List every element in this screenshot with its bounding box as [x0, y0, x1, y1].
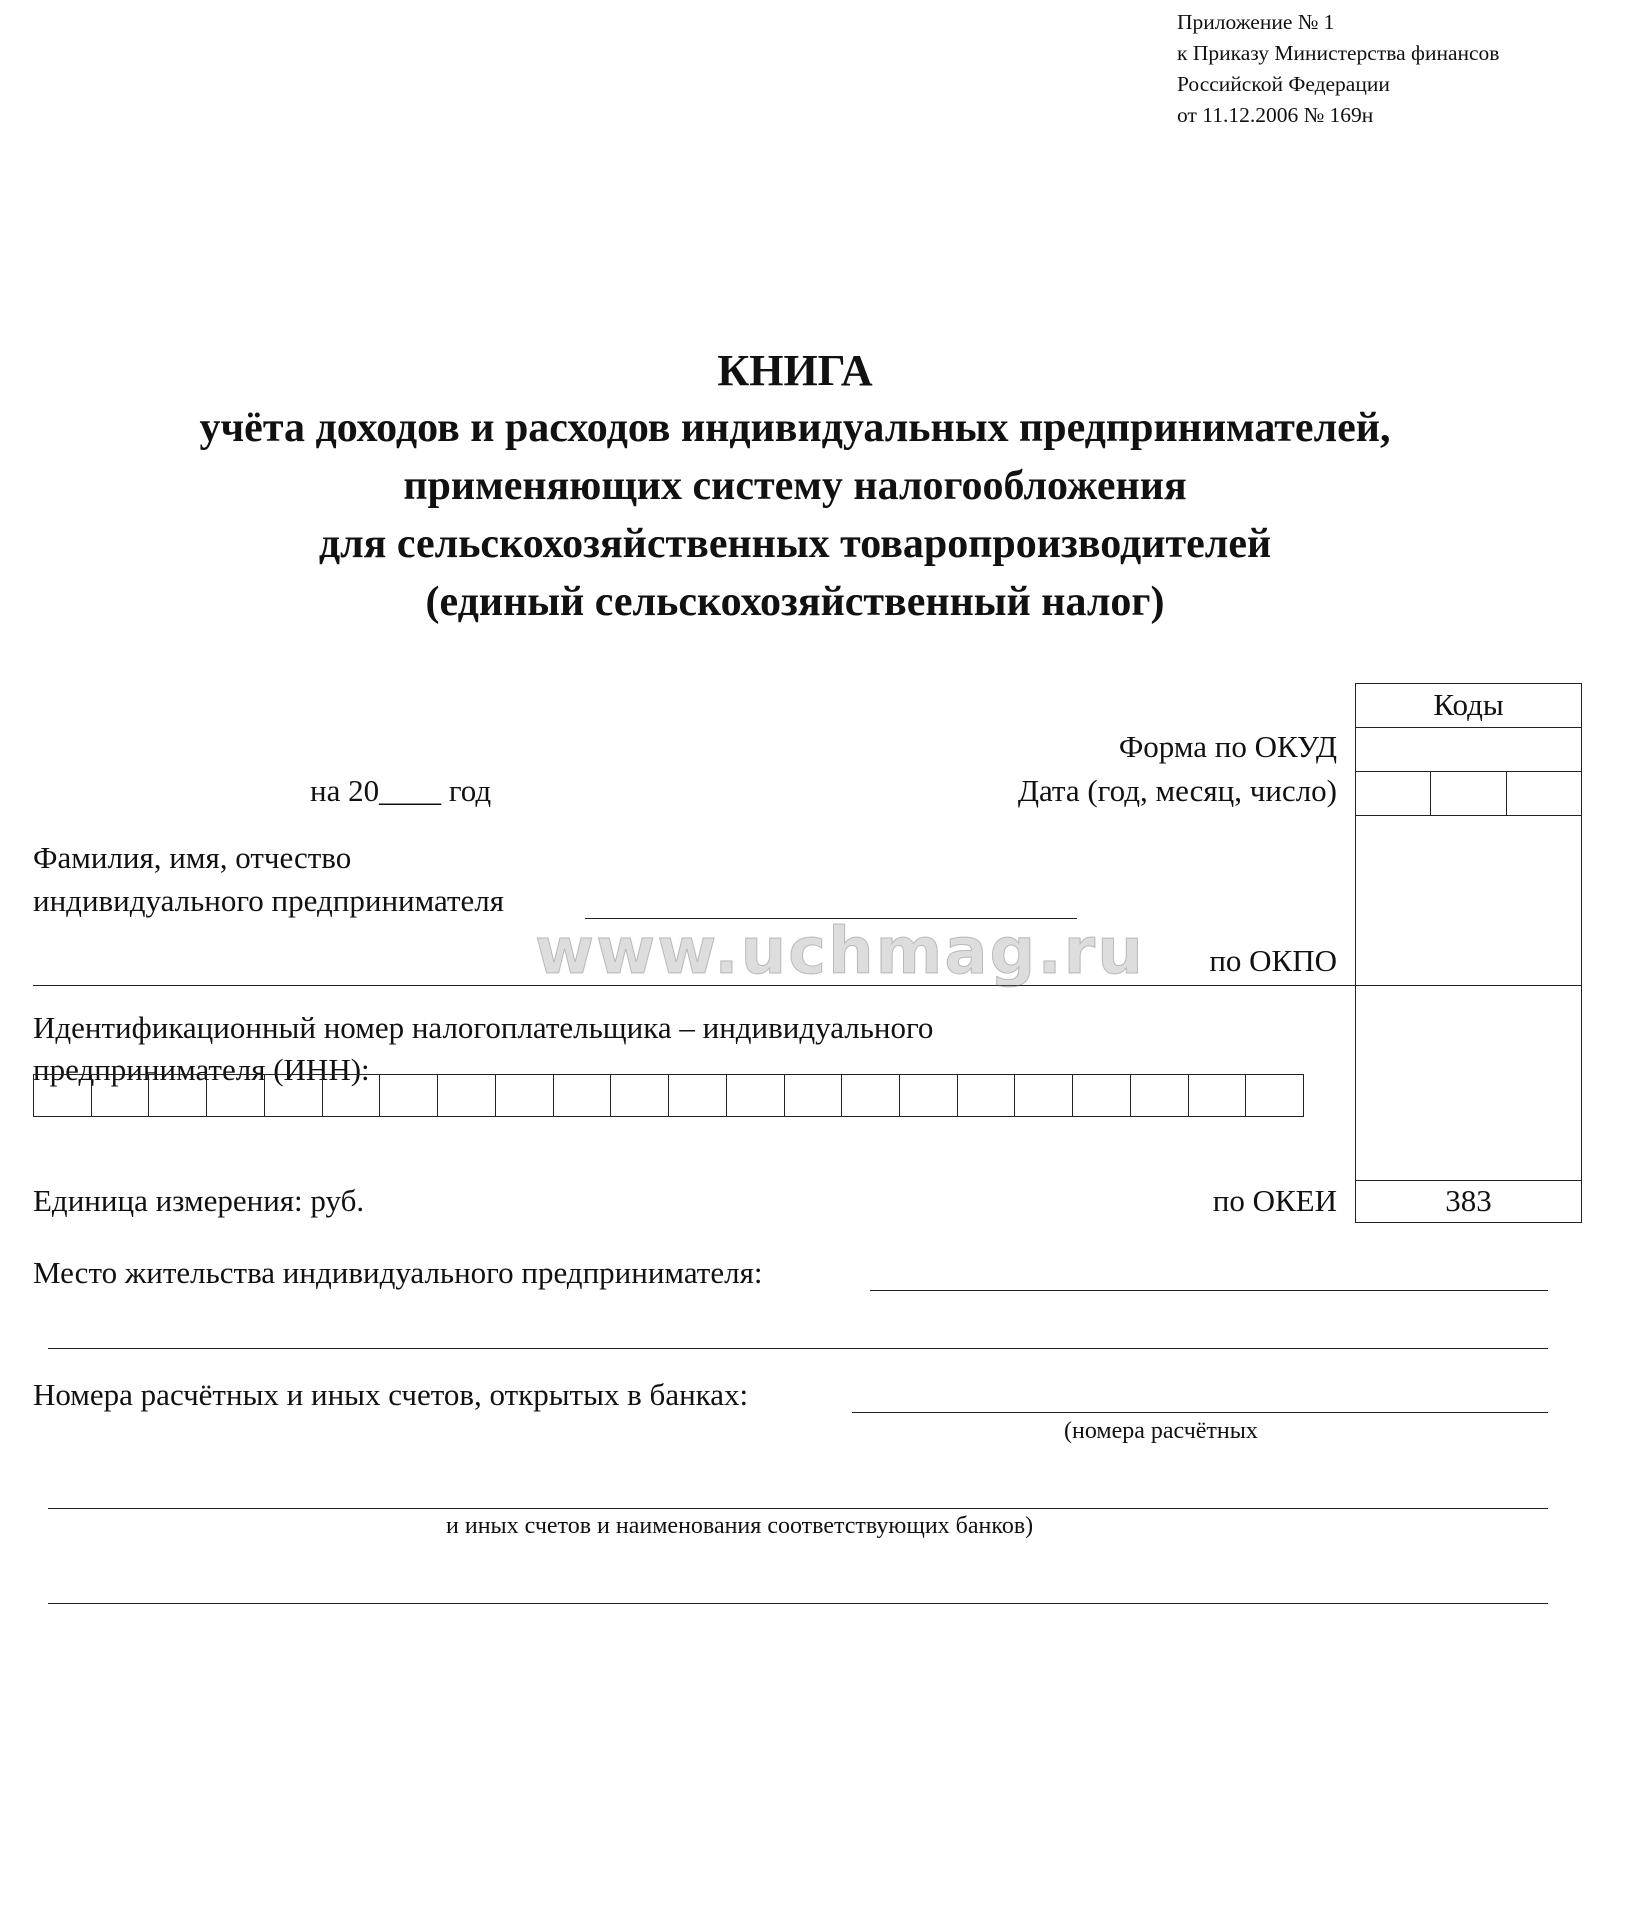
accounts-hint-2: и иных счетов и наименования соответствующих банков) — [446, 1513, 1034, 1539]
inn-digit-cell[interactable] — [958, 1075, 1016, 1116]
inn-digit-cell[interactable] — [1015, 1075, 1073, 1116]
appendix-line-2: к Приказу Министерства финансов — [1177, 41, 1500, 65]
inn-digit-cell[interactable] — [842, 1075, 900, 1116]
document-subtitle-line-2: применяющих систему налогообложения — [403, 463, 1187, 509]
inn-digit-cell[interactable] — [34, 1075, 92, 1116]
codes-divider-3 — [1355, 815, 1582, 816]
accounts-label: Номера расчётных и иных счетов, открытых в банках: — [33, 1377, 749, 1412]
inn-digit-cell[interactable] — [207, 1075, 265, 1116]
residence-label: Место жительства индивидуального предпринимателя: — [33, 1255, 763, 1290]
inn-digit-cell[interactable] — [900, 1075, 958, 1116]
codes-header: Коды — [1433, 687, 1504, 722]
inn-digit-cell[interactable] — [554, 1075, 612, 1116]
fio-label-line-1: Фамилия, имя, отчество — [33, 840, 352, 875]
document-subtitle-line-1: учёта доходов и расходов индивидуальных предпринимателей, — [199, 405, 1391, 451]
codes-table — [1355, 683, 1582, 1223]
okei-label: по ОКЕИ — [1212, 1183, 1337, 1218]
inn-label-line-1: Идентификационный номер налогоплательщика – индивидуального — [33, 1010, 934, 1045]
appendix-line-1: Приложение № 1 — [1177, 10, 1335, 34]
codes-divider-1 — [1355, 727, 1582, 728]
inn-label-line-2: предпринимателя (ИНН): — [33, 1052, 370, 1087]
codes-divider-2 — [1355, 771, 1582, 772]
accounts-line-3[interactable] — [48, 1603, 1548, 1604]
document-subtitle-line-3: для сельскохозяйственных товаропроизводителей — [318, 521, 1272, 567]
codes-divider-4 — [1355, 985, 1582, 986]
inn-digit-cell[interactable] — [438, 1075, 496, 1116]
inn-digit-cell[interactable] — [611, 1075, 669, 1116]
inn-digit-cell[interactable] — [265, 1075, 323, 1116]
okud-label: Форма по ОКУД — [1118, 729, 1337, 764]
inn-digit-cell[interactable] — [1073, 1075, 1131, 1116]
inn-digit-cell[interactable] — [323, 1075, 381, 1116]
date-cell-divider-2 — [1506, 771, 1507, 815]
okei-code-value: 383 — [1445, 1183, 1492, 1218]
accounts-input-line[interactable] — [852, 1412, 1548, 1413]
year-label: на 20____ год — [310, 773, 492, 808]
fio-label-line-2: индивидуального предпринимателя — [33, 883, 505, 918]
inn-digit-cell[interactable] — [1246, 1075, 1303, 1116]
accounts-hint-1: (номера расчётных — [1064, 1418, 1258, 1444]
inn-digit-cell[interactable] — [380, 1075, 438, 1116]
inn-digit-cell[interactable] — [1189, 1075, 1247, 1116]
inn-digit-cell[interactable] — [785, 1075, 843, 1116]
appendix-line-4: от 11.12.2006 № 169н — [1177, 103, 1374, 127]
document-title: КНИГА — [717, 346, 873, 395]
appendix-block — [1177, 7, 1499, 131]
inn-digit-cell[interactable] — [496, 1075, 554, 1116]
okpo-label: по ОКПО — [1209, 943, 1337, 978]
watermark-text: www.uchmag.ru — [535, 915, 1145, 989]
residence-input-line[interactable] — [870, 1290, 1548, 1291]
inn-digit-cell[interactable] — [1131, 1075, 1189, 1116]
inn-digit-cell[interactable] — [669, 1075, 727, 1116]
inn-digit-cell[interactable] — [149, 1075, 207, 1116]
unit-label: Единица измерения: руб. — [33, 1183, 365, 1218]
inn-grid[interactable] — [33, 1074, 1304, 1117]
date-cell-divider-1 — [1430, 771, 1431, 815]
inn-digit-cell[interactable] — [727, 1075, 785, 1116]
residence-continuation-line[interactable] — [48, 1348, 1548, 1349]
appendix-line-3: Российской Федерации — [1177, 72, 1390, 96]
inn-digit-cell[interactable] — [92, 1075, 150, 1116]
document-subtitle-line-4: (единый сельскохозяйственный налог) — [425, 579, 1165, 625]
date-label: Дата (год, месяц, число) — [1017, 773, 1337, 808]
accounts-line-2[interactable] — [48, 1508, 1548, 1509]
